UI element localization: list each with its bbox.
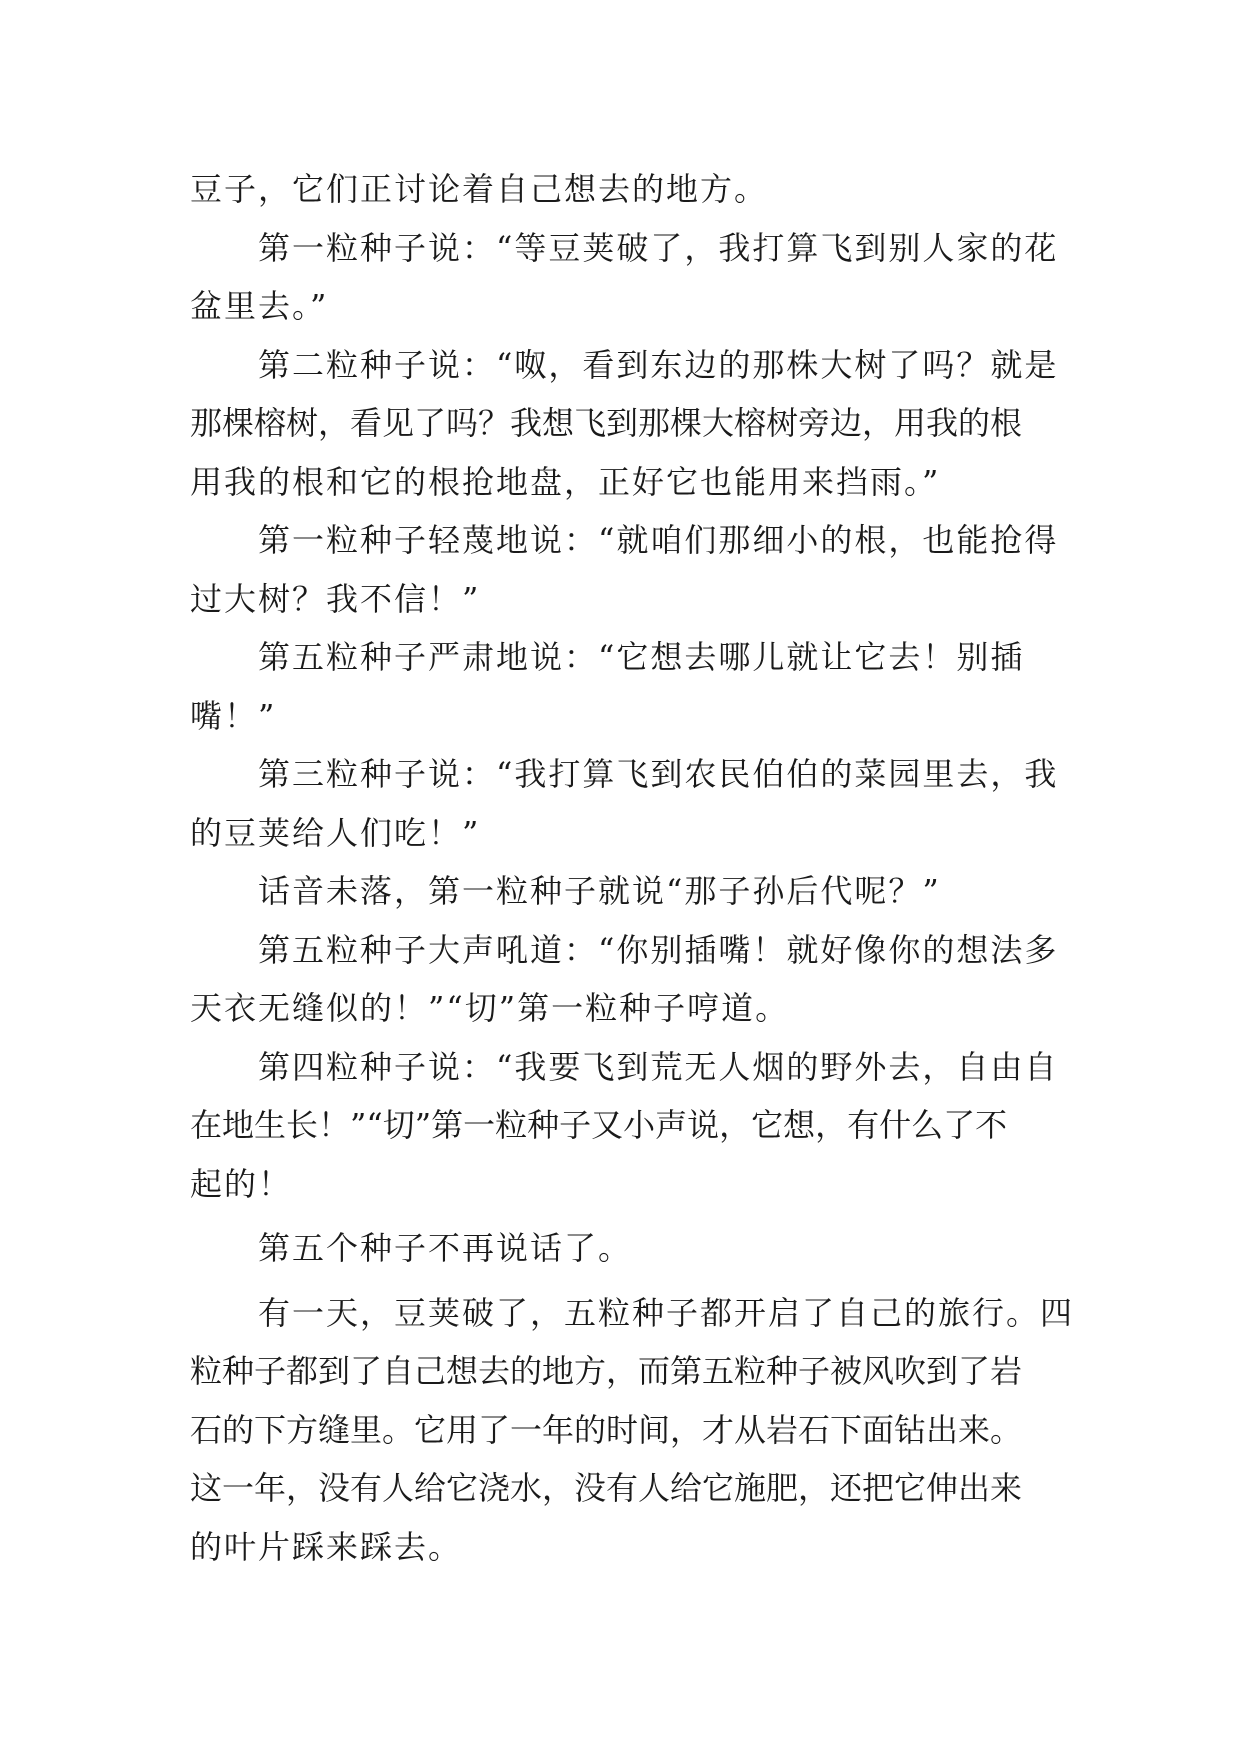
- text-line: 嘴！”: [190, 696, 277, 735]
- text-line: 第五个种子不再说话了。: [258, 1229, 633, 1267]
- text-line: 豆子，它们正讨论着自己想去的地方。: [190, 170, 769, 208]
- text-line: 有一天，豆荚破了，五粒种子都开启了自己的旅行。四: [258, 1293, 1075, 1332]
- text-line: 起的！: [190, 1164, 293, 1203]
- text-line: 这一年，没有人给它浇水，没有人给它施肥，还把它伸出来: [190, 1469, 1023, 1507]
- text-line: 第二粒种子说：“呶，看到东边的那株大树了吗？就是: [258, 345, 1059, 384]
- text-line: 的豆荚给人们吃！”: [190, 813, 481, 852]
- text-line: 话音未落，第一粒种子就说“那子孙后代呢？”: [258, 872, 941, 910]
- text-line: 粒种子都到了自己想去的地方，而第五粒种子被风吹到了岩: [190, 1352, 1023, 1390]
- text-line: 那棵榕树，看见了吗？我想飞到那棵大榕树旁边，用我的根: [190, 404, 1023, 442]
- text-line: 在地生长！”“切”第一粒种子又小声说，它想，有什么了不: [190, 1106, 1008, 1144]
- text-line: 第三粒种子说：“我打算飞到农民伯伯的菜园里去，我: [258, 755, 1059, 793]
- text-line: 第五粒种子严肃地说：“它想去哪儿就让它去！别插: [258, 638, 1025, 676]
- text-line: 的叶片踩来踩去。: [190, 1527, 463, 1566]
- text-line: 第四粒种子说：“我要飞到荒无人烟的野外去，自由自: [258, 1047, 1059, 1086]
- text-line: 用我的根和它的根抢地盘，正好它也能用来挡雨。”: [190, 462, 941, 501]
- text-line: 过大树？我不信！”: [190, 579, 481, 618]
- text-line: 第五粒种子大声吼道：“你别插嘴！就好像你的想法多: [258, 930, 1059, 969]
- text-line: 天衣无缝似的！”“切”第一粒种子哼道。: [190, 989, 790, 1027]
- text-line: 第一粒种子轻蔑地说：“就咱们那细小的根，也能抢得: [258, 521, 1059, 559]
- text-line: 石的下方缝里。它用了一年的时间，才从岩石下面钻出来。: [190, 1410, 1023, 1449]
- text-line: 第一粒种子说：“等豆荚破了，我打算飞到别人家的花: [258, 228, 1059, 267]
- text-line: 盆里去。”: [190, 287, 329, 325]
- story-text: [190, 160, 1075, 1576]
